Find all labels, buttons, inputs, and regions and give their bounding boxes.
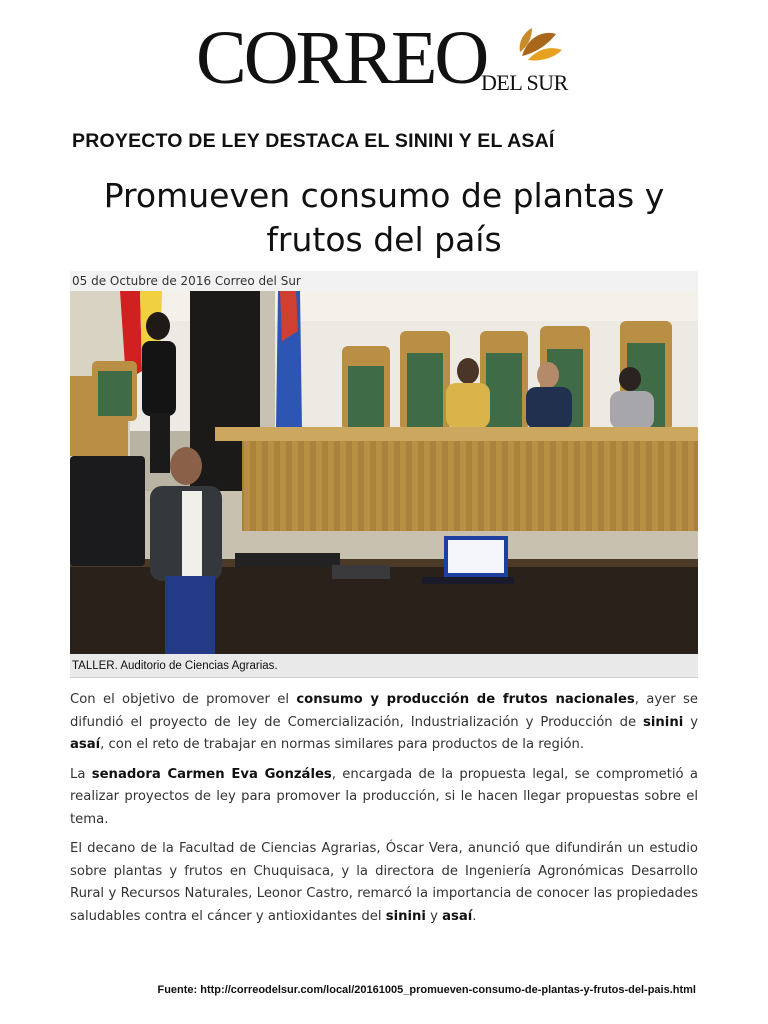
- p1-text-1: Con el objetivo de promover el: [70, 692, 297, 707]
- p3-bold-2: asaí: [442, 908, 473, 924]
- photo-caption: TALLER. Auditorio de Ciencias Agrarias.: [70, 654, 698, 678]
- p3-text-3: .: [472, 908, 477, 924]
- article-headline: [70, 174, 698, 262]
- headline-line-1: Promueven consumo de plantas y: [103, 176, 665, 215]
- p3-text-1: El decano de la Facultad de Ciencias Agrarias, Óscar Vera, anunció que difundirán un estudio sobre plantas y frutos en Chuquisaca, y la directora de Ingeniería Agronómicas Desarrollo Rural y Recursos Naturales, Leonor Castro, remarcó la importancia de conocer las propiedades saludables contra el cáncer y antioxidantes del: [70, 841, 698, 924]
- p1-text-3: y: [683, 714, 699, 730]
- headline-line-2: frutos del país: [266, 220, 502, 259]
- masthead-sub: DEL SUR: [481, 70, 568, 95]
- p1-text-2: , ayer se difundió el proyecto de ley de Comercialización, Industrialización y Producción de: [70, 692, 698, 730]
- article-body: [70, 689, 698, 935]
- photo-scene: [70, 291, 698, 654]
- leaf-icon: [514, 26, 564, 76]
- p3-bold-1: sinini: [385, 908, 426, 924]
- p3-text-2: y: [425, 908, 443, 924]
- source-link[interactable]: Fuente: http://correodelsur.com/local/20161005_promueven-consumo-de-plantas-y-frutos-del-pais.html: [157, 984, 696, 996]
- masthead-logo: [196, 18, 576, 98]
- p1-bold-2: sinini: [643, 714, 684, 730]
- paragraph-2: [70, 764, 698, 832]
- p1-bold-1: consumo y producción de frutos nacionales: [296, 692, 635, 707]
- p1-text-4: , con el reto de trabajar en normas similares para productos de la región.: [100, 737, 585, 752]
- paragraph-1: [70, 689, 698, 757]
- p1-bold-3: asaí: [70, 737, 101, 752]
- masthead-name: CORREO: [196, 16, 487, 100]
- article-kicker: PROYECTO DE LEY DESTACA EL SININI Y EL ASAÍ: [72, 130, 555, 152]
- p2-text-2: , encargada de la propuesta legal, se comprometió a realizar proyectos de ley para promover la producción, si le hacen llegar propuestas sobre el tema.: [70, 766, 699, 827]
- p2-bold-1: senadora Carmen Eva Gonzáles: [91, 766, 332, 782]
- paragraph-3: [70, 838, 698, 928]
- article-dateline: 05 de Octubre de 2016 Correo del Sur: [70, 271, 698, 291]
- article-photo: [70, 291, 698, 654]
- p2-text-1: La: [70, 766, 92, 782]
- laptop-screen: [448, 540, 504, 573]
